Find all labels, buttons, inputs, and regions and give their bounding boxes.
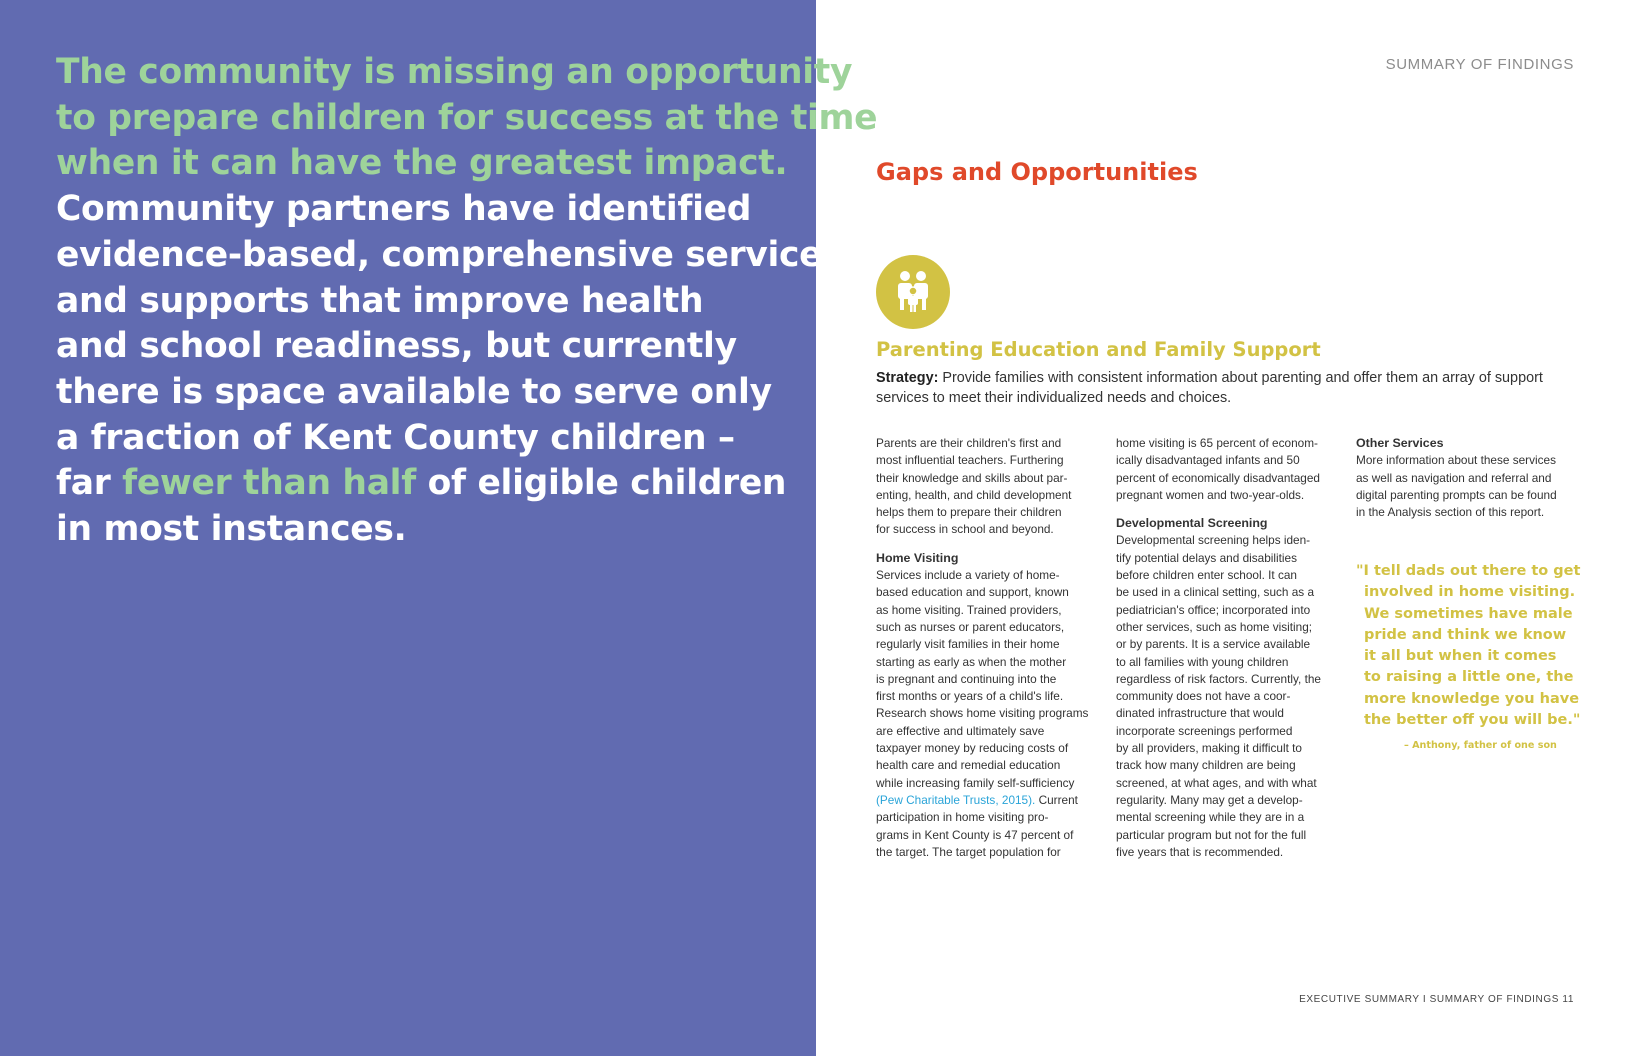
pull-quote-highlight-line: when it can have the greatest impact. <box>56 143 788 184</box>
text-line: while increasing family self-sufficiency <box>876 775 1075 790</box>
text-line: health care and remedial education <box>876 758 1061 773</box>
text-line: community does not have a coor- <box>1116 689 1291 704</box>
text-line: tify potential delays and disabilities <box>1116 550 1297 565</box>
citation-line <box>876 792 1096 809</box>
text-line: pregnant women and two-year-olds. <box>1116 487 1305 502</box>
pull-quote-line-far <box>56 461 787 507</box>
running-head: SUMMARY OF FINDINGS <box>1385 56 1574 73</box>
other-services-heading: Other Services <box>1356 436 1444 450</box>
text-line: enting, health, and child development <box>876 487 1072 502</box>
text-line: pediatrician's office; incorporated into <box>1116 602 1311 617</box>
text-line: regularly visit families in their home <box>876 637 1060 652</box>
quote-line: involved in home visiting. <box>1364 584 1576 601</box>
family-icon <box>876 255 950 329</box>
strategy <box>876 368 1556 408</box>
text-line: starting as early as when the mother <box>876 654 1067 669</box>
intro-paragraph <box>876 435 1096 539</box>
text-line: other services, such as home visiting; <box>1116 619 1313 634</box>
text-line: dinated infrastructure that would <box>1116 706 1284 721</box>
column-2 <box>1116 435 1341 861</box>
pull-quote-line: a fraction of Kent County children – <box>56 417 735 458</box>
text-line: their knowledge and skills about par- <box>876 470 1068 485</box>
far-highlight: fewer than half <box>122 463 416 504</box>
text-line: home visiting is 65 percent of econom- <box>1116 436 1318 450</box>
text-line: as well as navigation and referral and <box>1356 470 1552 485</box>
citation-link[interactable]: (Pew Charitable Trusts, 2015). <box>876 792 1036 807</box>
pull-quote-last-line: in most instances. <box>56 509 407 550</box>
text-line: Research shows home visiting programs <box>876 706 1089 721</box>
page-footer: EXECUTIVE SUMMARY I SUMMARY OF FINDINGS 11 <box>1299 994 1574 1005</box>
text-line: screened, at what ages, and with what <box>1116 775 1317 790</box>
text-line: in the Analysis section of this report. <box>1356 505 1545 520</box>
text-line: digital parenting prompts can be found <box>1356 487 1557 502</box>
text-line: by all providers, making it difficult to <box>1116 741 1302 756</box>
text-line: most influential teachers. Furthering <box>876 453 1064 468</box>
text-line: ically disadvantaged infants and 50 <box>1116 453 1300 468</box>
citation-rest: Current <box>1035 792 1078 807</box>
text-line: percent of economically disadvantaged <box>1116 470 1320 485</box>
strategy-text: Provide families with consistent information about parenting and offer them an array of support services to meet their individualized needs and choices. <box>876 370 1543 406</box>
text-line: participation in home visiting pro- <box>876 810 1049 825</box>
quote-line: to raising a little one, the <box>1364 669 1574 686</box>
text-line: as home visiting. Trained providers, <box>876 602 1062 617</box>
quote-line: "I tell dads out there to get <box>1356 563 1581 579</box>
pull-quote-highlight-line: The community is missing an opportunity <box>56 52 853 92</box>
column-1 <box>876 435 1096 861</box>
text-line: are effective and ultimately save <box>876 723 1045 738</box>
pull-quote <box>56 50 878 553</box>
pull-quote-highlight-line: to prepare children for success at the time <box>56 97 878 138</box>
strategy-label: Strategy: <box>876 370 939 386</box>
pull-quote-line: Community partners have identified <box>56 189 752 230</box>
quote-line: the better off you will be." <box>1364 712 1581 729</box>
text-line: before children enter school. It can <box>1116 568 1297 583</box>
pull-quote-line: and supports that improve health <box>56 280 704 321</box>
home-visiting-heading: Home Visiting <box>876 550 959 565</box>
pull-quote-line: there is space available to serve only <box>56 371 772 412</box>
column-3 <box>1356 435 1581 521</box>
text-line: regardless of risk factors. Currently, the <box>1116 671 1321 686</box>
quote-line: more knowledge you have <box>1364 690 1580 707</box>
other-services-paragraph <box>1356 452 1581 521</box>
text-line: track how many children are being <box>1116 758 1296 773</box>
text-line: grams in Kent County is 47 percent of <box>876 827 1074 842</box>
testimonial-quote <box>1356 561 1580 731</box>
text-line: such as nurses or parent educators, <box>876 619 1065 634</box>
text-line: is pregnant and continuing into the <box>876 671 1057 686</box>
text-line: regularity. Many may get a develop- <box>1116 792 1303 807</box>
developmental-screening-heading: Developmental Screening <box>1116 516 1268 531</box>
quote-line: We sometimes have male <box>1364 605 1573 622</box>
home-visiting-paragraph <box>876 567 1096 861</box>
text-line: taxpayer money by reducing costs of <box>876 741 1069 756</box>
continued-paragraph <box>1116 435 1341 504</box>
text-line: based education and support, known <box>876 585 1069 600</box>
far-rest: of eligible children <box>415 463 787 504</box>
quote-attribution: – Anthony, father of one son <box>1404 740 1557 751</box>
section-title: Gaps and Opportunities <box>876 158 1198 186</box>
far-text: far <box>56 463 123 504</box>
text-line: Services include a variety of home- <box>876 568 1060 583</box>
text-line: be used in a clinical setting, such as a <box>1116 585 1315 600</box>
text-line: or by parents. It is a service available <box>1116 637 1311 652</box>
quote-line: it all but when it comes <box>1364 648 1557 665</box>
text-line: incorporate screenings performed <box>1116 723 1293 738</box>
pull-quote-line: and school readiness, but currently <box>56 326 737 367</box>
text-line: More information about these services <box>1356 453 1556 468</box>
developmental-screening-paragraph <box>1116 532 1341 861</box>
text-line: helps them to prepare their children <box>876 505 1062 520</box>
text-line: Developmental screening helps iden- <box>1116 533 1311 548</box>
text-line: Parents are their children's first and <box>876 436 1062 450</box>
text-line: particular program but not for the full <box>1116 827 1307 842</box>
text-line: five years that is recommended. <box>1116 844 1284 859</box>
quote-line: pride and think we know <box>1364 626 1567 643</box>
text-line: mental screening while they are in a <box>1116 810 1305 825</box>
text-line: to all families with young children <box>1116 654 1289 669</box>
pull-quote-line: evidence-based, comprehensive services <box>56 234 843 275</box>
text-line: first months or years of a child's life. <box>876 689 1064 704</box>
text-line: for success in school and beyond. <box>876 522 1054 537</box>
text-line: the target. The target population for <box>876 844 1061 859</box>
subsection-title: Parenting Education and Family Support <box>876 338 1321 361</box>
